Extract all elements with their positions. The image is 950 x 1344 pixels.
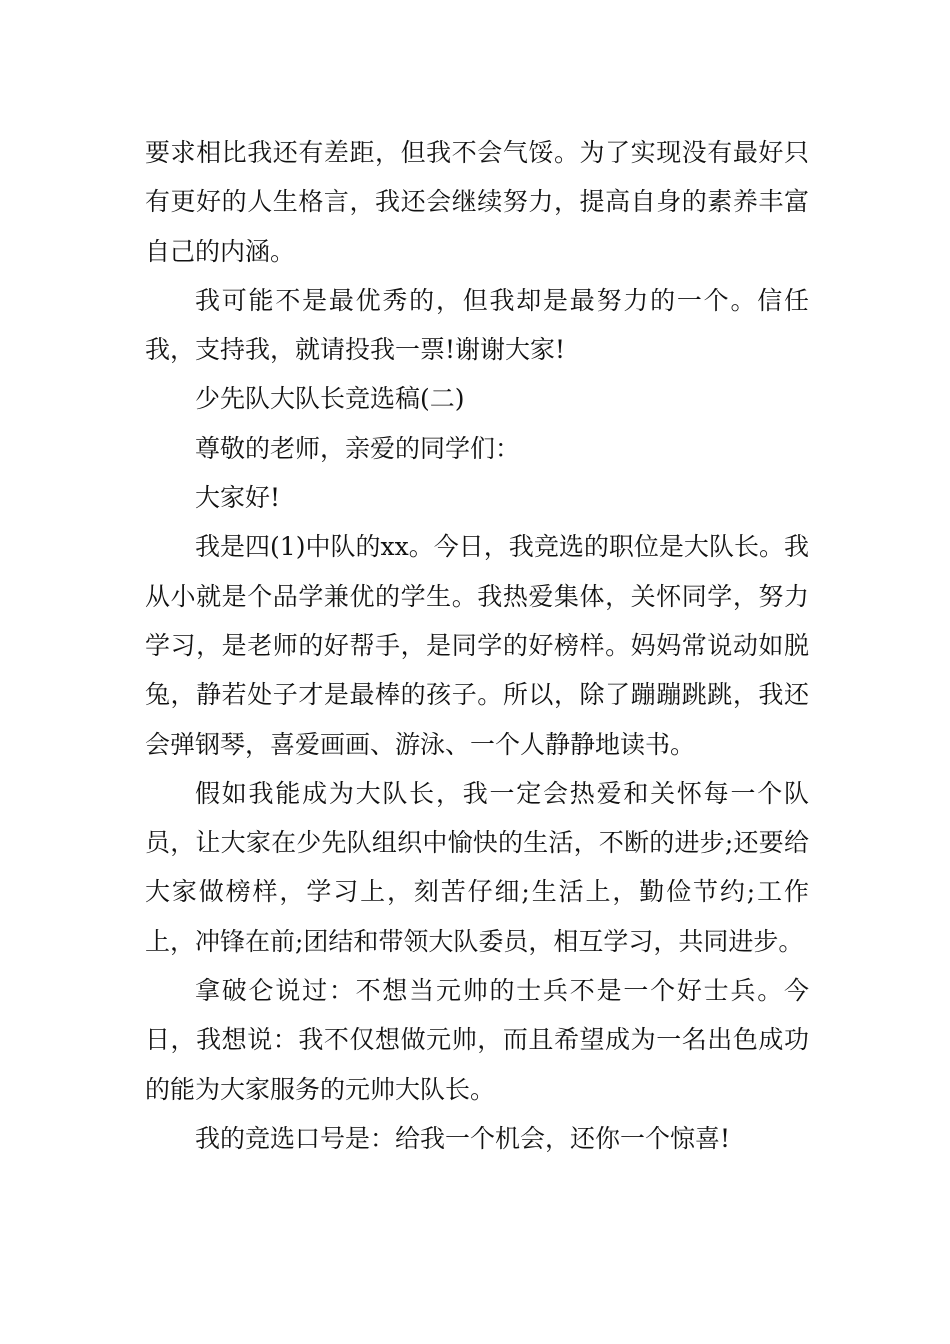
paragraph-closing-appeal: 我可能不是最优秀的，但我却是最努力的一个。信任我，支持我，就请投我一票!谢谢大家! (145, 285, 809, 365)
document-body (145, 128, 809, 1163)
paragraph-promises: 假如我能成为大队长，我一定会热爱和关怀每一个队员，让大家在少先队组织中愉快的生活，不断的进步;还要给大家做榜样，学习上，刻苦仔细;生活上，勤俭节约;工作上，冲锋在前;团结和带领大队委员，相互学习，共同进步。 (145, 778, 809, 956)
paragraph-continuation: 要求相比我还有差距，但我不会气馁。为了实现没有最好只有更好的人生格言，我还会继续努力，提高自身的素养丰富自己的内涵。 (145, 138, 809, 266)
paragraph-quote: 拿破仑说过：不想当元帅的士兵不是一个好士兵。今日，我想说：我不仅想做元帅，而且希望成为一名出色成功的能为大家服务的元帅大队长。 (145, 976, 809, 1104)
paragraph-introduction: 我是四(1)中队的xx。今日，我竞选的职位是大队长。我从小就是个品学兼优的学生。我热爱集体，关怀同学，努力学习，是老师的好帮手，是同学的好榜样。妈妈常说动如脱兔，静若处子才是最棒的孩子。所以，除了蹦蹦跳跳，我还会弹钢琴，喜爱画画、游泳、一个人静静地读书。 (145, 532, 809, 759)
section-title: 少先队大队长竞选稿(二) (195, 384, 465, 414)
greeting: 大家好! (195, 483, 281, 513)
salutation: 尊敬的老师，亲爱的同学们： (195, 433, 521, 463)
paragraph-slogan: 我的竞选口号是：给我一个机会，还你一个惊喜! (195, 1123, 731, 1153)
